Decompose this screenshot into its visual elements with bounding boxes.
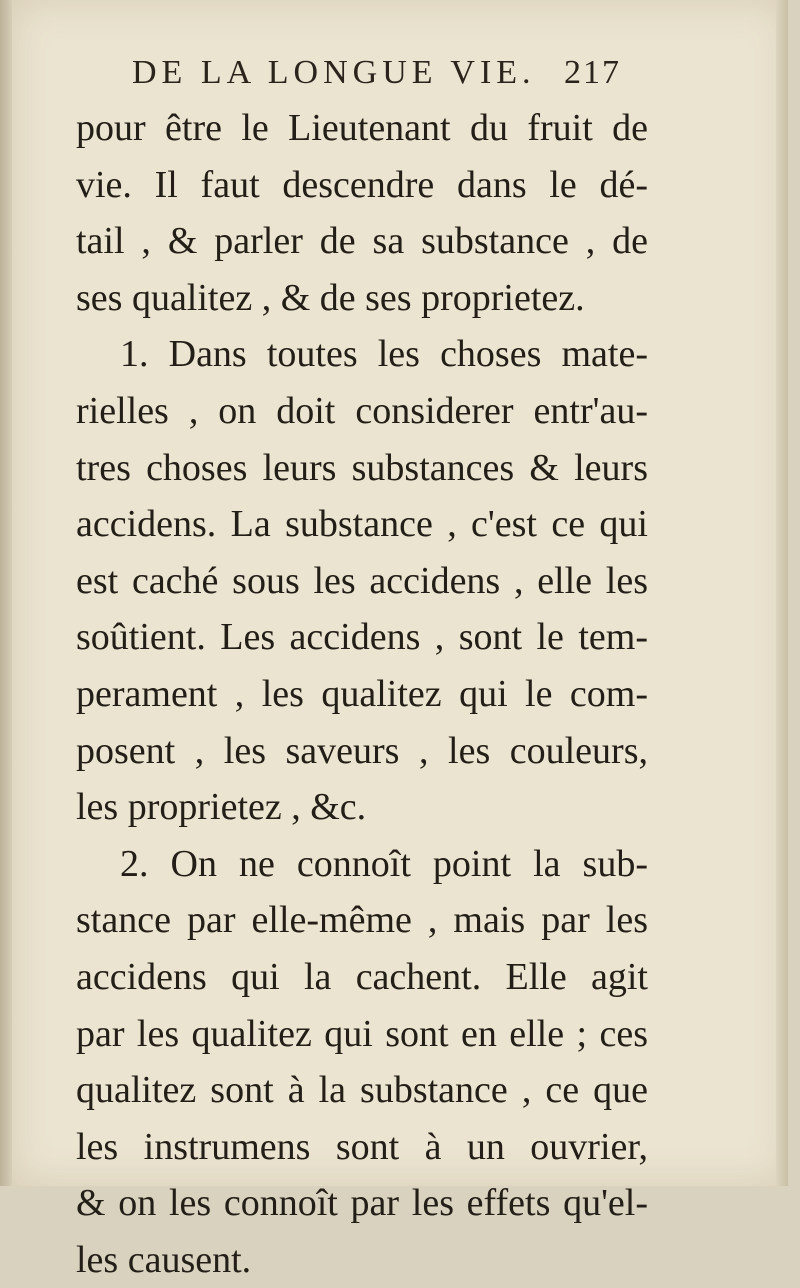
text-line: est caché sous les accidens , elle les [76,559,648,602]
text-line: stance par elle-même , mais par les [76,899,648,942]
text-line: tail , & parler de sa substance , de [76,220,648,263]
text-line: les proprietez , &c. [76,786,367,829]
paragraph-1-start: 1. Dans toutes les choses mate- [120,333,648,376]
text-line: pour être le Lieutenant du fruit de [76,107,648,149]
text-line: qualitez sont à la substance , ce que [76,1069,648,1112]
text-line: les causent. [76,1238,252,1281]
paragraph-2-start: 2. On ne connoît point la sub- [120,842,648,885]
text-line: ses qualitez , & de ses proprietez. [76,276,585,319]
text-line: les instrumens sont à un ouvrier, [76,1125,648,1168]
text-line: tres choses leurs substances & leurs [76,446,648,489]
text-line: perament , les qualitez qui le com- [76,672,648,715]
text-line: par les qualitez qui sont en elle ; ces [76,1012,648,1055]
text-line: & on les connoît par les effets qu'el- [76,1182,648,1225]
page-header [0,52,800,96]
text-line: vie. Il faut descendre dans le dé- [76,163,648,206]
page-gutter-shadow [0,0,12,1186]
text-line: posent , les saveurs , les couleurs, [76,729,648,772]
page-body-text [76,100,648,1288]
page-number: 217 [564,54,621,91]
text-line: accidens. La substance , c'est ce qui [76,503,648,546]
text-line: accidens qui la cachent. Elle agit [76,955,648,998]
page-edge [776,0,788,1186]
running-title: DE LA LONGUE VIE. [132,54,536,91]
text-line: rielles , on doit considerer entr'au- [76,389,648,432]
text-line: soûtient. Les accidens , sont le tem- [76,616,648,659]
